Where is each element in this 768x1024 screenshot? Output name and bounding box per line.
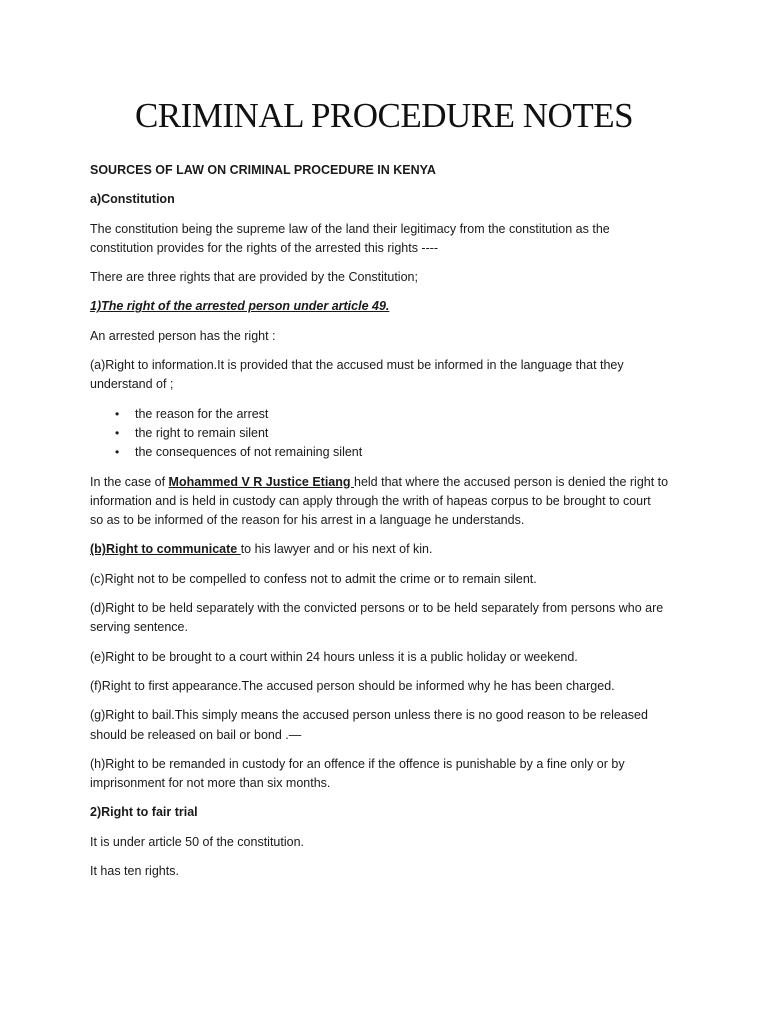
- text-line: (h)Right to be remanded in custody for an offence if the offence is punishable by a fine only or by: [90, 756, 625, 771]
- paragraph-right-information: [90, 356, 678, 395]
- paragraph-ten-rights: It has ten rights.: [90, 864, 179, 879]
- bullet-icon: •: [115, 406, 120, 421]
- heading-constitution: a)Constitution: [90, 192, 175, 207]
- paragraph-right-g: [90, 706, 678, 745]
- text-line: understand of ;: [90, 377, 174, 392]
- list-item: [90, 443, 678, 462]
- paragraph-right-h: [90, 755, 678, 794]
- paragraph-constitution: [90, 220, 678, 259]
- paragraph-article-50: It is under article 50 of the constitution.: [90, 834, 305, 849]
- text-line: (a)Right to information.It is provided that the accused must be informed in the language that they: [90, 358, 624, 373]
- right-communicate-heading: (b)Right to communicate: [90, 542, 241, 557]
- paragraph-right-communicate: [90, 540, 678, 559]
- text-run: to his lawyer and or his next of kin.: [240, 542, 433, 557]
- paragraph-right-e: (e)Right to be brought to a court within 24 hours unless it is a public holiday or weekend.: [90, 649, 578, 664]
- text-run: In the case of: [90, 474, 169, 489]
- text-line: The constitution being the supreme law of the land their legitimacy from the constitution as the: [90, 221, 610, 236]
- list-item: [90, 405, 678, 424]
- case-name: Mohammed V R Justice Etiang: [168, 474, 354, 489]
- list-item: [90, 424, 678, 443]
- bullet-icon: •: [115, 445, 120, 460]
- heading-article-49: 1)The right of the arrested person under article 49.: [90, 299, 390, 314]
- heading-sources: SOURCES OF LAW ON CRIMINAL PROCEDURE IN KENYA: [90, 163, 436, 177]
- document-body: [90, 161, 678, 881]
- text-line: so as to be informed of the reason for his arrest in a language he understands.: [90, 513, 525, 528]
- document-title: CRIMINAL PROCEDURE NOTES: [134, 96, 634, 135]
- paragraph-right-d: [90, 599, 678, 638]
- paragraph-three-rights: There are three rights that are provided by the Constitution;: [90, 270, 418, 285]
- paragraph-arrested-right: An arrested person has the right :: [90, 328, 276, 343]
- heading-fair-trial: 2)Right to fair trial: [90, 805, 198, 820]
- text-line: (g)Right to bail.This simply means the accused person unless there is no good reason to be released: [90, 708, 648, 723]
- text-run: held that where the accused person is denied the right to: [354, 474, 669, 489]
- text-line: (d)Right to be held separately with the convicted persons or to be held separately from persons who are: [90, 601, 664, 616]
- text-line: serving sentence.: [90, 620, 188, 635]
- paragraph-case: [90, 473, 678, 531]
- bullet-icon: •: [115, 425, 120, 440]
- bullet-list: [90, 405, 678, 463]
- text-line: imprisonment for not more than six months.: [90, 776, 331, 791]
- list-item-text: the right to remain silent: [135, 425, 269, 440]
- paragraph-right-c: (c)Right not to be compelled to confess not to admit the crime or to remain silent.: [90, 571, 537, 586]
- paragraph-right-f: (f)Right to first appearance.The accused person should be informed why he has been charged.: [90, 678, 615, 693]
- text-line: information and is held in custody can apply through the writh of hapeas corpus to be brought to court: [90, 493, 651, 508]
- text-line: should be released on bail or bond .—: [90, 727, 302, 742]
- text-line: constitution provides for the rights of the arrested this rights ----: [90, 240, 439, 255]
- list-item-text: the reason for the arrest: [135, 406, 269, 421]
- list-item-text: the consequences of not remaining silent: [135, 445, 363, 460]
